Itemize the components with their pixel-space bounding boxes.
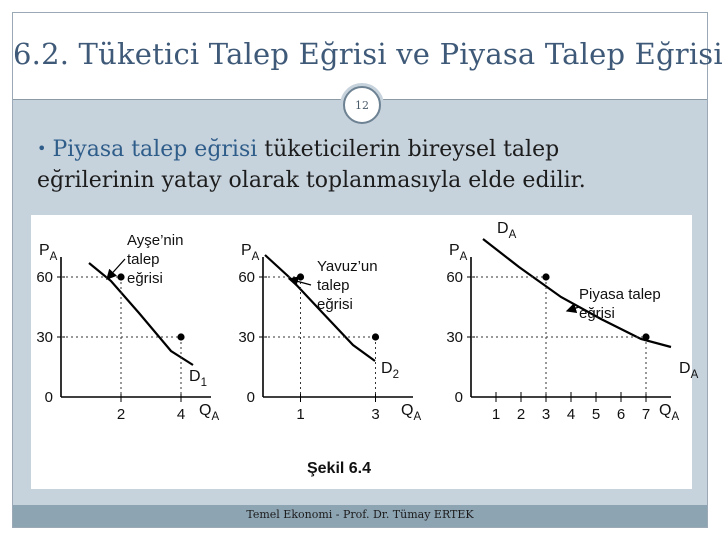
curve-label: $D_2$: [381, 360, 399, 381]
x-tick-label: 2: [516, 406, 526, 423]
annotation-text: eğrisi: [127, 270, 163, 287]
figure-svg: [31, 215, 699, 489]
x-tick-label: 7: [641, 406, 651, 423]
data-point: [297, 273, 304, 280]
x-tick-label: 2: [116, 406, 126, 423]
bullet-text: [37, 135, 697, 196]
slide: [12, 12, 723, 528]
y-axis-label: $P_A$: [39, 242, 58, 263]
chart-layer: [36, 220, 698, 423]
x-tick-label: 1: [296, 406, 305, 423]
data-point: [372, 333, 379, 340]
annotation-text: talep: [317, 277, 350, 294]
y-tick-label: 0: [454, 389, 463, 406]
annotation-text: eğrisi: [579, 305, 615, 322]
x-tick-label: 3: [371, 406, 380, 423]
bullet-line-1: [37, 135, 697, 166]
data-point: [177, 333, 184, 340]
bullet-line1-rest: tüketicilerin bireysel talep: [257, 137, 560, 162]
page-number: 12: [355, 98, 369, 112]
annotation-text: eğrisi: [317, 296, 353, 313]
annotation-text: talep: [127, 251, 160, 268]
figure-6-4: [31, 215, 699, 489]
y-tick-label: 60: [446, 269, 463, 286]
y-tick-label: 0: [44, 389, 53, 406]
y-tick-label: 30: [36, 329, 53, 346]
x-tick-label: 5: [591, 406, 601, 423]
x-axis-label: $Q_A$: [199, 402, 220, 423]
figure-caption: Şekil 6.4: [306, 460, 372, 477]
data-point: [642, 333, 649, 340]
y-tick-label: 60: [238, 269, 255, 286]
y-tick-label: 0: [246, 389, 255, 406]
annotation-text: Ayşe’nin: [127, 232, 184, 249]
curve-label: $D_A$: [679, 360, 699, 381]
x-tick-label: 1: [491, 406, 501, 423]
x-axis-label: $Q_A$: [659, 402, 680, 423]
y-tick-label: 30: [446, 329, 463, 346]
annotation-text: Yavuz’un: [317, 258, 378, 275]
bullet-highlight: Piyasa talep eğrisi: [52, 137, 258, 162]
bullet-icon: •: [37, 139, 47, 158]
x-axis-label: $Q_A$: [401, 402, 422, 423]
y-tick-label: 60: [36, 269, 53, 286]
annotation-arrow: [567, 307, 579, 311]
footer-text: Temel Ekonomi - Prof. Dr. Tümay ERTEK: [246, 508, 474, 521]
data-point: [117, 273, 124, 280]
curve-label: $D_1$: [189, 368, 207, 389]
page-number-badge: [343, 86, 381, 124]
y-axis-label: $P_A$: [449, 242, 468, 263]
data-point: [542, 273, 549, 280]
slide-title: 6.2. Tüketici Talep Eğrisi ve Piyasa Talep Eğrisi: [13, 37, 723, 71]
x-tick-label: 4: [176, 406, 186, 423]
y-tick-label: 30: [238, 329, 255, 346]
bullet-line-2: eğrilerinin yatay olarak toplanmasıyla elde edilir.: [37, 168, 586, 193]
x-tick-label: 4: [566, 406, 576, 423]
curve-top-label: $D_A$: [497, 220, 517, 241]
x-tick-label: 6: [616, 406, 626, 423]
annotation-text: Piyasa talep: [579, 286, 661, 303]
x-tick-label: 3: [541, 406, 551, 423]
y-axis-label: $P_A$: [241, 242, 260, 263]
